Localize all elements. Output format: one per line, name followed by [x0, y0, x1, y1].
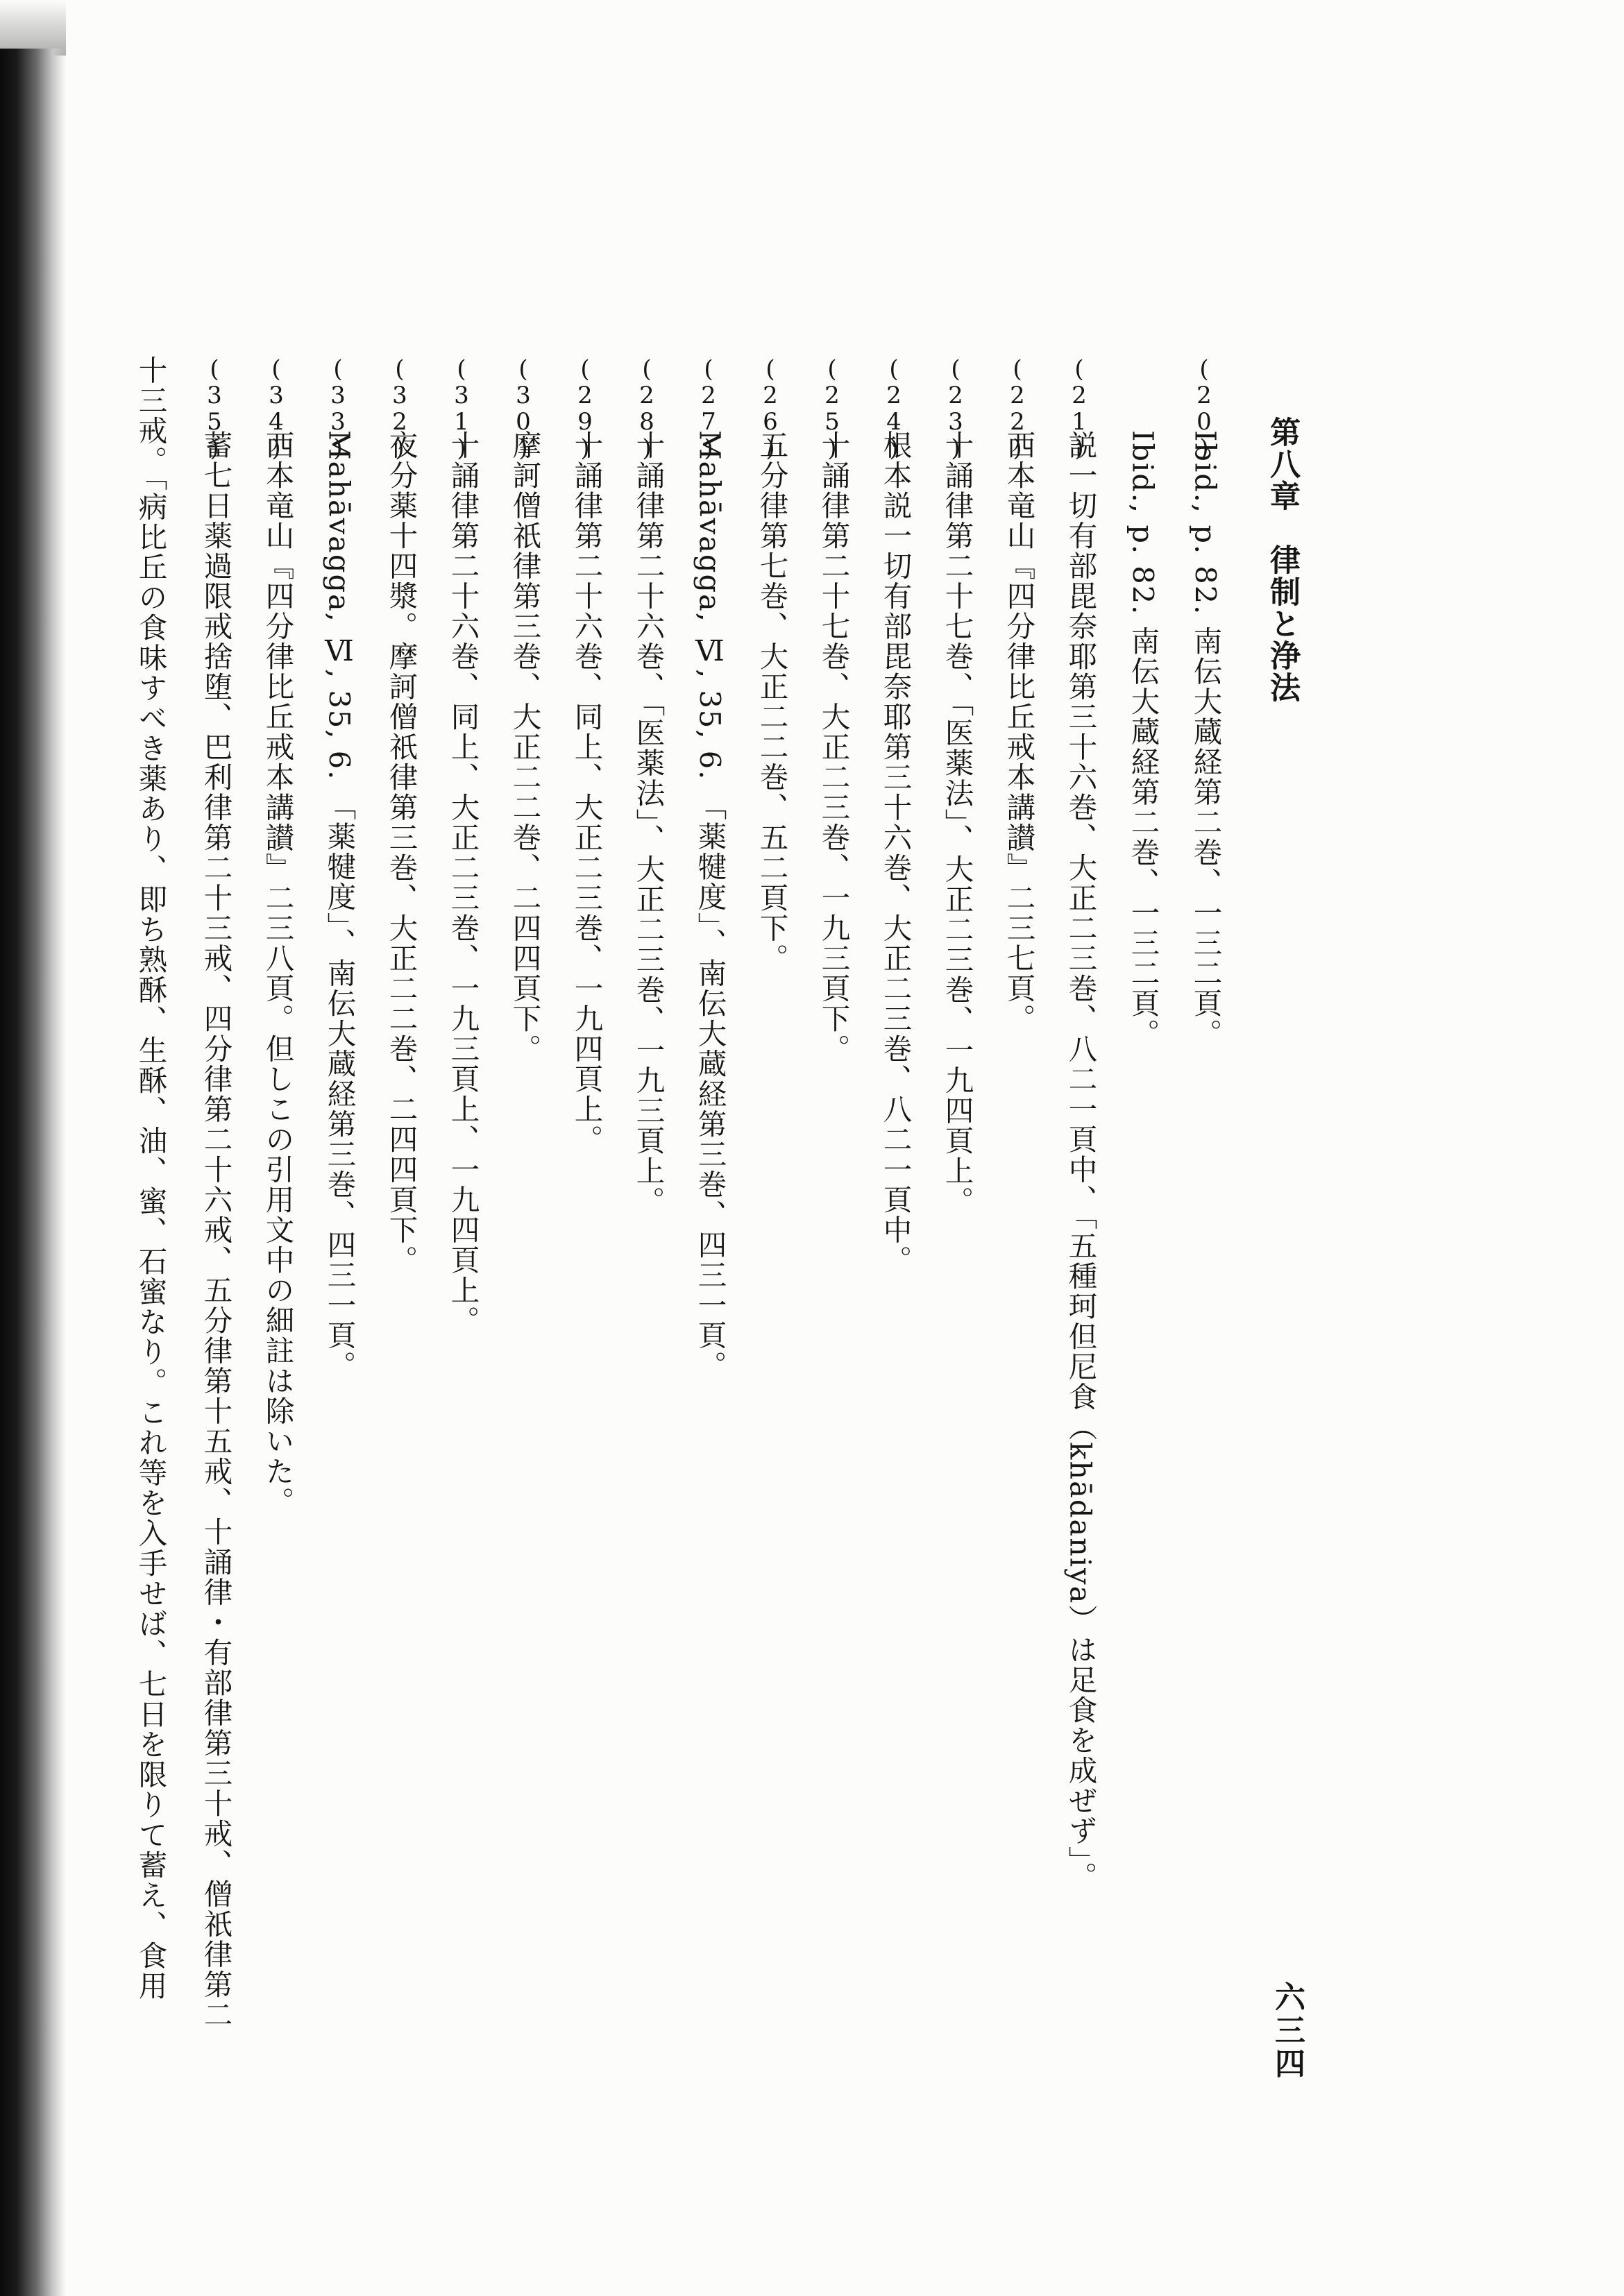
note-text: Ibid., p. 82. 南伝大蔵経第二巻、一三二頁。: [1126, 430, 1160, 1049]
note-32: [384, 355, 428, 2291]
note-25: [816, 355, 861, 2291]
note-23: [940, 355, 984, 2291]
note-number: (32): [386, 355, 414, 461]
note-text: 十誦律第二十六巻、「医薬法」、大正二三巻、一九三頁上。: [631, 430, 666, 1216]
note-text: 西本竜山『四分律比丘戒本講讃』二三七頁。: [1001, 430, 1036, 1034]
chapter-header: 第八章 律制と浄法: [1264, 416, 1300, 704]
note-number: (25): [818, 355, 846, 461]
page-number: 六三四: [1269, 1981, 1305, 2081]
note-number: (24): [880, 355, 908, 461]
note-number: (21): [1065, 355, 1093, 461]
note-21: [1063, 355, 1108, 2291]
note-text: 蓄七日薬過限戒捨堕、巴利律第二十三戒、四分律第二十六戒、五分律第十五戒、十誦律・有部律第三十戒、僧祇律第二: [198, 430, 233, 2030]
note-text: Mahāvagga, Ⅵ, 35, 6. 「薬犍度」、南伝大蔵経第三巻、四三一頁。: [322, 430, 357, 1381]
note-text-continued: 十三戒。「病比丘の食味すべき薬あり、即ち熟酥、生酥、油、蜜、石蜜なり。これ等を入手せば、七日を限りて蓄え、食用: [133, 355, 168, 2001]
note-text: 説一切有部毘奈耶第三十六巻、大正二三巻、八二一頁中、「五種珂但尼食（khādaniya）は足食を成ぜず」。: [1063, 430, 1098, 1892]
note-text: 西本竜山『四分律比丘戒本講讃』二三八頁。但しこの引用文中の細註は除いた。: [260, 430, 295, 1517]
note-30: [507, 355, 552, 2291]
note-33: [322, 355, 366, 2291]
note-27: [693, 355, 737, 2291]
note-22: [1001, 355, 1046, 2291]
note-text: 十誦律第二十六巻、同上、大正二三巻、一九四頁上。: [569, 430, 604, 1155]
note-text: 十誦律第二十七巻、大正二三巻、一九三頁下。: [816, 430, 851, 1064]
note-text: Ibid., p. 82. 南伝大蔵経第二巻、一三二頁。: [1188, 430, 1223, 1049]
note-number: (29): [571, 355, 599, 461]
note-number: (23): [942, 355, 970, 461]
note-text: 五分律第七巻、大正二二巻、五二頁下。: [754, 430, 789, 973]
note-text: 根本説一切有部毘奈耶第三十六巻、大正二三巻、八二一頁中。: [878, 430, 913, 1275]
note-34: [260, 355, 305, 2291]
note-20-repeat: [1126, 355, 1170, 2291]
note-text: Mahāvagga, Ⅵ, 35, 6. 「薬犍度」、南伝大蔵経第三巻、四三一頁。: [693, 430, 727, 1381]
note-20: [1188, 355, 1233, 2291]
note-number: (26): [756, 355, 784, 461]
note-31: [446, 355, 490, 2291]
note-35: [133, 355, 243, 2291]
note-text: 夜分薬十四漿。摩訶僧祇律第三巻、大正二二巻、二四四頁下。: [384, 430, 418, 1275]
note-number: (27): [695, 355, 722, 461]
note-28: [631, 355, 675, 2291]
scan-edge-top: [0, 0, 66, 56]
note-number: (22): [1004, 355, 1031, 461]
scan-edge-shadow: [0, 49, 66, 2296]
note-29: [569, 355, 614, 2291]
note-number: (33): [324, 355, 352, 461]
note-number: (34): [262, 355, 290, 461]
note-number: (35): [201, 355, 228, 461]
note-text: 摩訶僧祇律第三巻、大正二二巻、二四四頁下。: [507, 430, 542, 1064]
note-number: (28): [633, 355, 661, 461]
note-number: (20): [1190, 355, 1218, 461]
note-26: [754, 355, 799, 2291]
note-number: (30): [509, 355, 537, 461]
note-24: [878, 355, 922, 2291]
note-text: 十誦律第二十六巻、同上、大正二三巻、一九三頁上、一九四頁上。: [446, 430, 480, 1336]
note-text: 十誦律第二十七巻、「医薬法」、大正二三巻、一九四頁上。: [940, 430, 974, 1216]
note-number: (31): [448, 355, 475, 461]
